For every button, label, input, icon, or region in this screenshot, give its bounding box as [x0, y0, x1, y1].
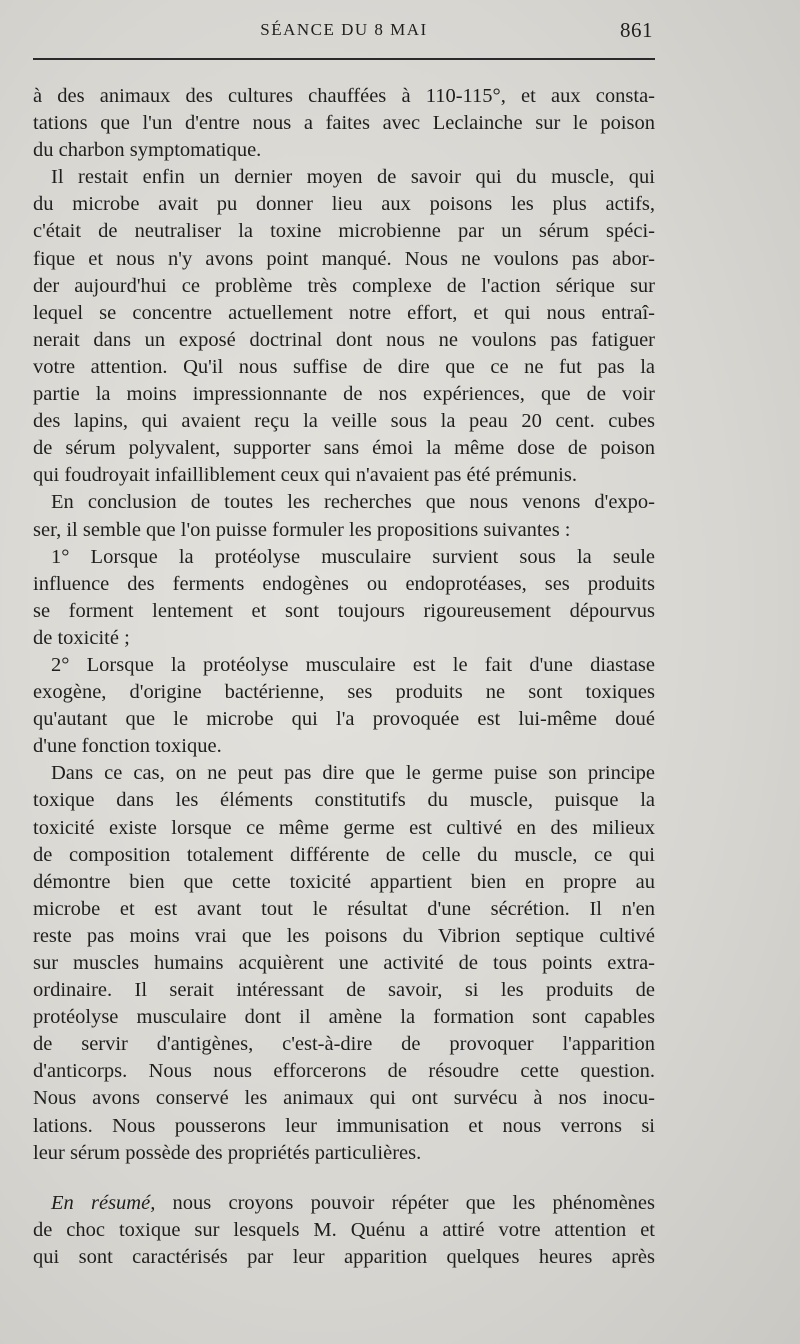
paragraph-continuation: [33, 83, 655, 164]
text-line: nerait dans un exposé doctrinal dont nous ne voulons pas fatiguer: [33, 328, 655, 351]
paragraph-toxicity: [33, 760, 655, 1166]
text-line: partie la moins impressionnante de nos expériences, que de voir: [33, 383, 655, 406]
text-line: démontre bien que cette toxicité appartient bien en propre au: [33, 870, 655, 893]
header-rule: [33, 58, 655, 60]
text-line: der aujourd'hui ce problème très complexe de l'action sérique sur: [33, 274, 655, 297]
text-line: du charbon symptomatique.: [33, 139, 262, 162]
text-line: de toxicité ;: [33, 626, 130, 649]
text-line: Nous avons conservé les animaux qui ont survécu à nos inocu-: [33, 1087, 655, 1110]
text-line: toxique dans les éléments constitutifs du muscle, puisque la: [33, 789, 655, 812]
text-line: sur muscles humains acquièrent une activité de tous points extra-: [33, 952, 655, 974]
text-line: c'était de neutraliser la toxine microbienne par un sérum spéci-: [33, 220, 655, 243]
text-line: toxicité existe lorsque ce même germe est cultivé en des milieux: [33, 816, 655, 839]
paragraph-serum: [33, 164, 655, 489]
text-line: de composition totalement différente de celle du muscle, ce qui: [33, 843, 655, 866]
text-line: microbe et est avant tout le résultat d'une sécrétion. Il n'en: [33, 897, 655, 920]
paragraph-summary: [33, 1190, 655, 1271]
running-head: [33, 18, 655, 48]
text-line: tations que l'un d'entre nous a faites avec Leclainche sur le poison: [33, 112, 655, 135]
text-line: influence des ferments endogènes ou endoprotéases, ses produits: [33, 572, 655, 595]
text-line: ordinaire. Il serait intéressant de savoir, si les produits de: [33, 979, 655, 1002]
body-text: [33, 83, 655, 1271]
text-line: lations. Nous pousserons leur immunisation et nous verrons si: [33, 1114, 655, 1137]
text-line: ser, il semble que l'on puisse formuler les propositions suivantes :: [33, 518, 571, 541]
text-line: à des animaux des cultures chauffées à 110-115°, et aux consta-: [33, 85, 655, 107]
text-line: de choc toxique sur lesquels M. Quénu a attiré votre attention et: [33, 1218, 655, 1241]
text-line: En conclusion de toutes les recherches que nous venons d'expo-: [51, 491, 655, 514]
text-line: de servir d'antigènes, c'est-à-dire de provoquer l'apparition: [33, 1033, 655, 1056]
section-gap: [33, 1167, 655, 1190]
text-line: Dans ce cas, on ne peut pas dire que le germe puise son principe: [51, 762, 655, 785]
summary-first-line: nous croyons pouvoir répéter que les phénomènes: [155, 1191, 655, 1214]
text-line: exogène, d'origine bactérienne, ses produits ne sont toxiques: [33, 681, 655, 704]
paragraph-conclusion: [33, 489, 655, 543]
text-line: lequel se concentre actuellement notre effort, et qui nous entraî-: [33, 301, 655, 324]
text-line: reste pas moins vrai que les poisons du Vibrion septique cultivé: [33, 924, 655, 947]
text-line: 2° Lorsque la protéolyse musculaire est le fait d'une diastase: [51, 653, 655, 676]
page-number: 861: [620, 18, 653, 42]
text-line: se forment lentement et sont toujours rigoureusement dépourvus: [33, 599, 655, 622]
text-line: qu'autant que le microbe qui l'a provoquée est lui-même doué: [33, 708, 655, 731]
proposition-2: [33, 652, 655, 760]
text-line: fique et nous n'y avons point manqué. Nous ne voulons pas abor-: [33, 247, 655, 270]
proposition-1: [33, 544, 655, 652]
text-line: protéolyse musculaire dont il amène la formation sont capables: [33, 1006, 655, 1029]
text-line: leur sérum possède des propriétés particulières.: [33, 1141, 422, 1164]
text-line: qui foudroyait infailliblement ceux qui n'avaient pas été prémunis.: [33, 464, 577, 487]
text-line: de sérum polyvalent, supporter sans émoi la même dose de poison: [33, 437, 655, 460]
text-line: Il restait enfin un dernier moyen de savoir qui du muscle, qui: [51, 166, 655, 189]
text-line: qui sont caractérisés par leur apparition quelques heures après: [33, 1245, 655, 1268]
text-line: 1° Lorsque la protéolyse musculaire survient sous la seule: [51, 545, 655, 568]
text-line: des lapins, qui avaient reçu la veille sous la peau 20 cent. cubes: [33, 410, 655, 433]
text-line: d'anticorps. Nous nous efforcerons de résoudre cette question.: [33, 1060, 655, 1083]
text-line: [33, 1190, 655, 1217]
text-line: du microbe avait pu donner lieu aux poisons les plus actifs,: [33, 193, 655, 216]
text-line: d'une fonction toxique.: [33, 735, 222, 758]
summary-lead: En résumé,: [51, 1191, 156, 1214]
text-line: votre attention. Qu'il nous suffise de dire que ce ne fut pas la: [33, 355, 655, 378]
running-title: SÉANCE DU 8 MAI: [260, 20, 428, 39]
